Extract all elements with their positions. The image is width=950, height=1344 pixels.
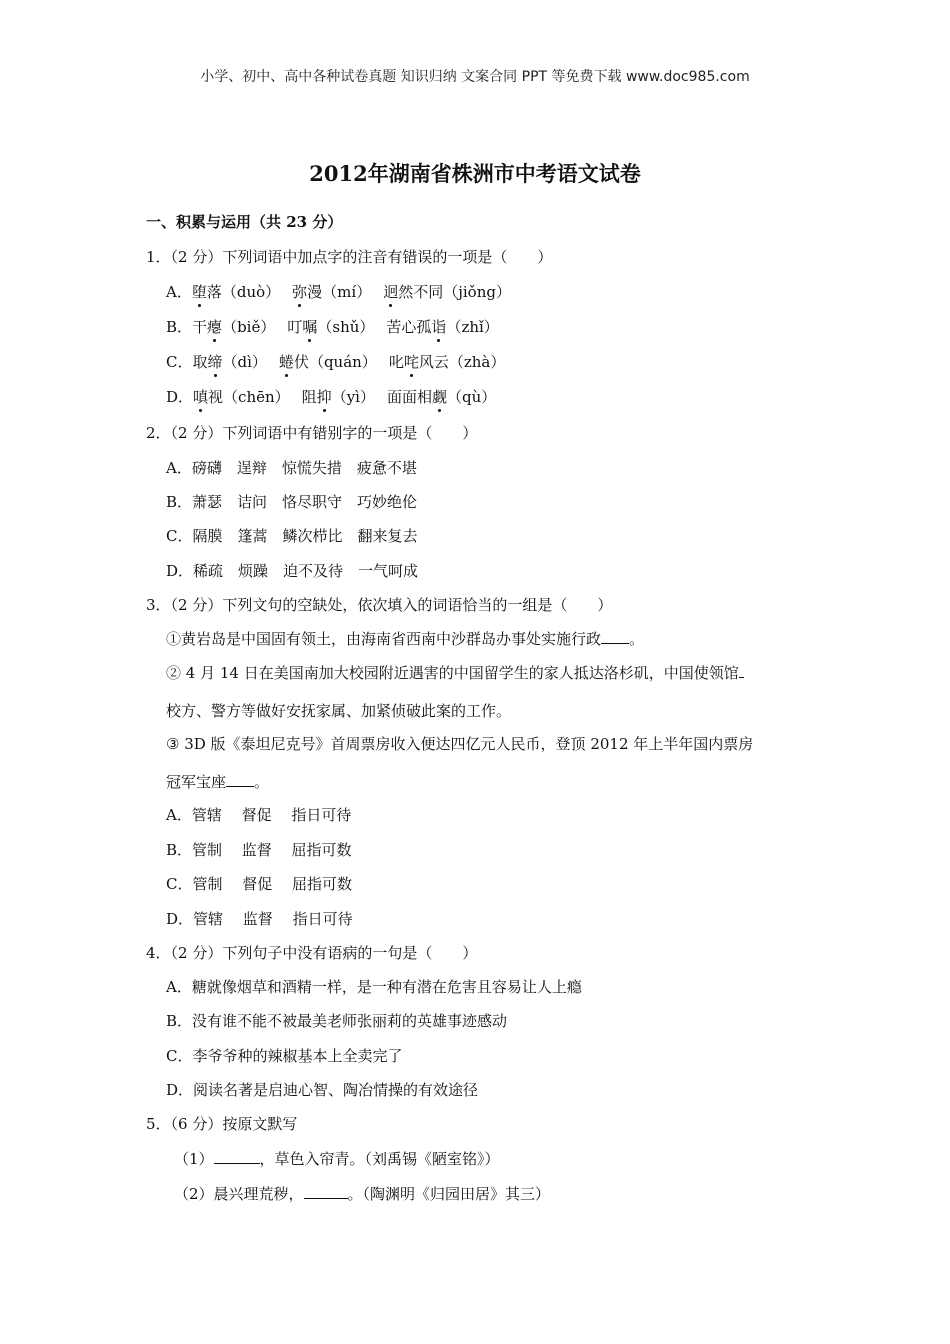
- question-3-option-a: A．管辖 督促 指日可待: [166, 806, 352, 824]
- question-3-stem: 3．（2 分）下列文句的空缺处，依次填入的词语恰当的一组是（ ）: [146, 596, 613, 614]
- option-label: D．: [166, 388, 194, 406]
- sentence-text: 冠军宝座: [166, 773, 227, 791]
- option-text: 然不同（jiǒng）: [398, 283, 511, 301]
- fill-blank: [304, 1184, 348, 1199]
- dotted-char: 嗔: [193, 388, 209, 406]
- question-2-option-d: D．稀疏 烦躁 迫不及待 一气呵成: [166, 562, 419, 580]
- option-text: 取: [192, 353, 208, 371]
- dotted-char: 觑: [431, 388, 447, 406]
- question-2-stem: 2．（2 分）下列词语中有错别字的一项是（ ）: [146, 424, 478, 442]
- question-5-stem: 5．（6 分）按原文默写: [146, 1115, 298, 1133]
- option-text: 苦心孤: [386, 318, 432, 336]
- question-1-option-b: [166, 316, 499, 337]
- question-1-option-d: [166, 386, 496, 407]
- question-4-option-b: B．没有谁不能不被最美老师张丽莉的英雄事迹感动: [166, 1012, 508, 1030]
- item-text: （2）晨兴理荒秽，: [174, 1185, 304, 1203]
- dotted-char: 咤: [403, 353, 419, 371]
- question-3-sentence-2-cont: 校方、警方等做好安抚家属、加紧侦破此案的工作。: [166, 702, 512, 720]
- question-3-sentence-3: ③ 3D 版《泰坦尼克号》首周票房收入便达四亿元人民币，登顶 2012 年上半年国内票房: [166, 735, 754, 753]
- question-4-option-c: C．李爷爷种的辣椒基本上全卖完了: [166, 1047, 403, 1065]
- question-5-item-1: [174, 1148, 500, 1169]
- question-2-option-a: A．磅礴 逞辩 惊慌失措 疲惫不堪: [166, 459, 417, 477]
- question-3-sentence-2: [166, 662, 744, 683]
- item-text: （1）: [174, 1150, 214, 1168]
- option-text: 叮: [287, 318, 303, 336]
- option-text: （biě）: [222, 318, 276, 336]
- section-heading: 一、积累与运用（共 23 分）: [146, 213, 343, 231]
- question-3-option-c: C．管制 督促 屈指可数: [166, 875, 353, 893]
- fill-blank: [226, 772, 254, 787]
- question-4-option-d: D．阅读名著是启迪心智、陶冶情操的有效途径: [166, 1081, 479, 1099]
- item-text: 。（陶渊明《归园田居》其三）: [347, 1185, 551, 1203]
- option-label: B．: [166, 318, 193, 336]
- option-text: 伏（quán）: [293, 353, 377, 371]
- question-2-option-b: B．萧瑟 诘问 恪尽职守 巧妙绝伦: [166, 493, 418, 511]
- fill-blank: [214, 1149, 260, 1164]
- option-text: 漫（mí）: [307, 283, 372, 301]
- option-label: C．: [166, 353, 193, 371]
- dotted-char: 弥: [292, 283, 308, 301]
- question-3-option-b: B．管制 监督 屈指可数: [166, 841, 352, 859]
- option-text: 落（duò）: [206, 283, 281, 301]
- option-text: （zhǐ）: [446, 318, 499, 336]
- item-text: ，草色入帘青。（刘禹锡《陋室铭》）: [259, 1150, 500, 1168]
- question-3-option-d: D．管辖 监督 指日可待: [166, 910, 353, 928]
- option-text: （dì）: [222, 353, 267, 371]
- dotted-char: 迥: [383, 283, 399, 301]
- dotted-char: 瘪: [207, 318, 223, 336]
- dotted-char: 缔: [207, 353, 223, 371]
- question-2-option-c: C．隔膜 篷蒿 鳞次栉比 翻来复去: [166, 527, 418, 545]
- dotted-char: 蜷: [278, 353, 294, 371]
- question-1-option-a: [166, 281, 511, 302]
- page-header: 小学、初中、高中各种试卷真题 知识归纳 文案合同 PPT 等免费下载 www.doc985.com: [200, 69, 750, 85]
- option-text: 叱: [388, 353, 404, 371]
- question-4-option-a: A．糖就像烟草和酒精一样，是一种有潜在危害且容易让人上瘾: [166, 978, 582, 996]
- dotted-char: 诣: [431, 318, 447, 336]
- option-text: 干: [192, 318, 208, 336]
- question-3-sentence-1: [166, 628, 644, 649]
- option-text: （qù）: [447, 388, 497, 406]
- fill-blank: [601, 629, 629, 644]
- option-text: （yì）: [331, 388, 375, 406]
- option-text: 视（chēn）: [208, 388, 290, 406]
- option-text: （shǔ）: [317, 318, 375, 336]
- sentence-text: 。: [629, 630, 645, 648]
- question-1-stem: 1．（2 分）下列词语中加点字的注音有错误的一项是（ ）: [146, 248, 553, 266]
- sentence-text: 。: [254, 773, 270, 791]
- question-3-sentence-3-cont: [166, 771, 269, 792]
- question-1-option-c: [166, 351, 505, 372]
- option-label: A．: [166, 283, 192, 301]
- question-4-stem: 4．（2 分）下列句子中没有语病的一句是（ ）: [146, 944, 478, 962]
- question-5-item-2: [174, 1183, 550, 1204]
- option-text: 面面相: [386, 388, 432, 406]
- option-text: 阻: [301, 388, 317, 406]
- sentence-text: ①黄岩岛是中国固有领土，由海南省西南中沙群岛办事处实施行政: [166, 630, 602, 648]
- dotted-char: 嘱: [302, 318, 318, 336]
- option-text: 风云（zhà）: [418, 353, 506, 371]
- sentence-text: ② 4 月 14 日在美国南加大校园附近遇害的中国留学生的家人抵达洛杉矶，中国使领馆: [166, 664, 739, 682]
- dotted-char: 堕: [191, 283, 207, 301]
- dotted-char: 抑: [316, 388, 332, 406]
- fill-blank: [739, 663, 744, 678]
- exam-title: 2012年湖南省株洲市中考语文试卷: [309, 161, 641, 186]
